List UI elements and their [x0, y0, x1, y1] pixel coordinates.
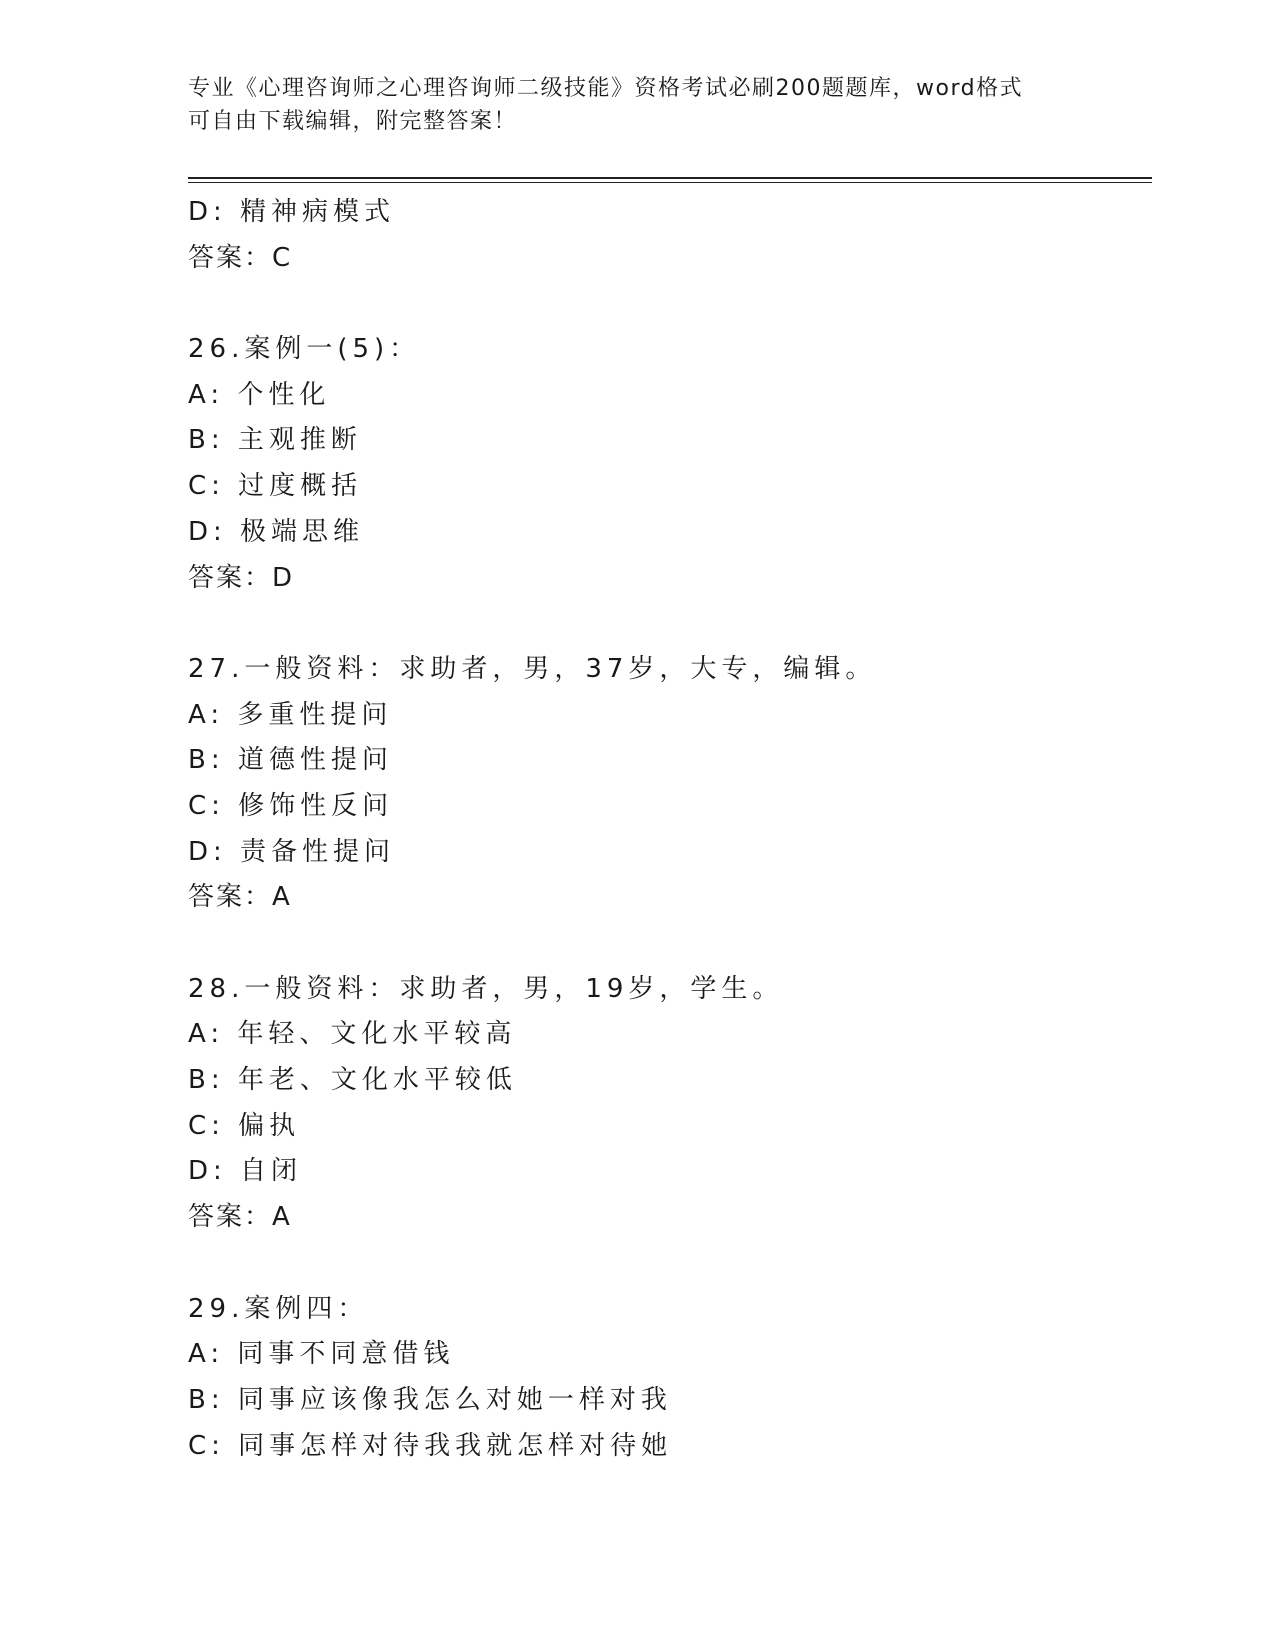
option-b: B: 年老、文化水平较低 [188, 1065, 517, 1096]
header-line-2: 可自由下载编辑，附完整答案！ [188, 109, 518, 134]
option-d: D: 极端思维 [188, 516, 365, 547]
question-stem: 29.案例四： [188, 1293, 369, 1324]
document-header [188, 72, 1088, 138]
header-divider-thin [188, 182, 1152, 183]
spacer [188, 1241, 1148, 1287]
option-c: C: 过度概括 [188, 471, 363, 502]
header-divider-thick [188, 177, 1152, 179]
spacer [188, 921, 1148, 967]
question-stem: 27.一般资料：求助者，男，37岁，大专，编辑。 [188, 653, 877, 684]
option-c: C: 偏执 [188, 1110, 301, 1141]
option-a: A: 同事不同意借钱 [188, 1339, 455, 1370]
answer-line: 答案：C [188, 242, 293, 273]
spacer [188, 281, 1148, 327]
option-a: A: 多重性提问 [188, 699, 393, 730]
answer-line: 答案：D [188, 562, 295, 593]
option-b: B: 道德性提问 [188, 745, 393, 776]
question-stem: 26.案例一(5)： [188, 334, 421, 365]
question-stem: 28.一般资料：求助者，男，19岁，学生。 [188, 973, 784, 1004]
option-a: A: 个性化 [188, 379, 331, 410]
option-c: C: 同事怎样对待我我就怎样对待她 [188, 1430, 673, 1461]
option-b: B: 同事应该像我怎么对她一样对我 [188, 1384, 672, 1415]
answer-line: 答案：A [188, 1202, 292, 1233]
header-line-1: 专业《心理咨询师之心理咨询师二级技能》资格考试必刷200题题库，word格式 [188, 76, 1024, 101]
option-d: D: 责备性提问 [188, 836, 396, 867]
option-c: C: 修饰性反问 [188, 790, 394, 821]
option-d: D: 自闭 [188, 1156, 303, 1187]
spacer [188, 601, 1148, 647]
option-a: A: 年轻、文化水平较高 [188, 1019, 517, 1050]
answer-line: 答案：A [188, 882, 292, 913]
option-d: D: 精神病模式 [188, 197, 396, 227]
option-b: B: 主观推断 [188, 425, 362, 456]
question-list [188, 190, 1148, 1469]
